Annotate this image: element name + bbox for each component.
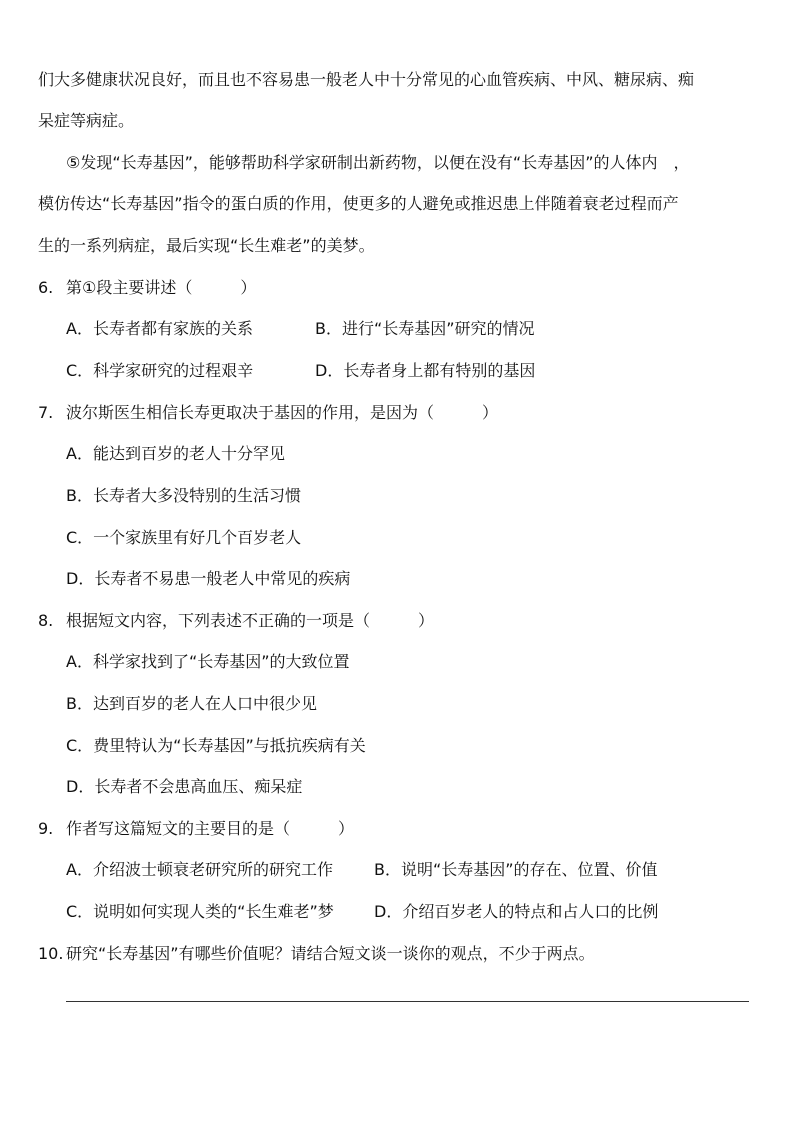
option-9b[interactable]: B．说明“长寿基因”的存在、位置、价值 [374, 860, 658, 879]
passage-p5-line3: 生的一系列病症，最后实现“长生难老”的美梦。 [38, 236, 375, 255]
question-number: 8. [38, 611, 54, 630]
question-7 [38, 401, 498, 425]
answer-line[interactable] [66, 1001, 749, 1002]
option-6c[interactable]: C．科学家研究的过程艰辛 [66, 361, 254, 380]
question-10 [38, 942, 595, 966]
option-6a[interactable]: A．长寿者都有家族的关系 [66, 319, 253, 338]
question-number: 7. [38, 403, 54, 422]
option-6b[interactable]: B．进行“长寿基因”研究的情况 [315, 319, 535, 338]
passage-p5-line2: 模仿传达“长寿基因”指令的蛋白质的作用，使更多的人避免或推迟患上伴随着衰老过程而产 [38, 194, 679, 213]
question-6 [38, 276, 256, 300]
question-number: 10. [38, 944, 64, 963]
question-number: 6. [38, 278, 54, 297]
question-stem: 第①段主要讲述（ ） [66, 278, 257, 297]
question-number: 9. [38, 819, 54, 838]
question-stem: 波尔斯医生相信长寿更取决于基因的作用，是因为（ ） [66, 403, 499, 422]
option-8d[interactable]: D．长寿者不会患高血压、痴呆症 [66, 777, 303, 796]
option-7d[interactable]: D．长寿者不易患一般老人中常见的疾病 [66, 569, 351, 588]
option-7b[interactable]: B．长寿者大多没特别的生活习惯 [66, 486, 301, 505]
option-8b[interactable]: B．达到百岁的老人在人口中很少见 [66, 694, 317, 713]
option-7c[interactable]: C．一个家族里有好几个百岁老人 [66, 528, 302, 547]
option-9c[interactable]: C．说明如何实现人类的“长生难老”梦 [66, 902, 334, 921]
question-stem: 研究“长寿基因”有哪些价值呢？请结合短文谈一谈你的观点，不少于两点。 [66, 944, 595, 963]
option-9d[interactable]: D．介绍百岁老人的特点和占人口的比例 [374, 902, 659, 921]
option-9a[interactable]: A．介绍波士顿衰老研究所的研究工作 [66, 860, 333, 879]
option-8a[interactable]: A．科学家找到了“长寿基因”的大致位置 [66, 652, 350, 671]
passage-p5-line1: ⑤发现“长寿基因”，能够帮助科学家研制出新药物，以便在没有“长寿基因”的人体内 ， [66, 153, 690, 172]
passage-p4-line2: 呆症等病症。 [38, 111, 135, 130]
passage-p4-line1: 们大多健康状况良好，而且也不容易患一般老人中十分常见的心血管疾病、中风、糖尿病、痴 [38, 70, 695, 89]
question-9 [38, 817, 354, 841]
option-8c[interactable]: C．费里特认为“长寿基因”与抵抗疾病有关 [66, 736, 366, 755]
option-6d[interactable]: D．长寿者身上都有特别的基因 [315, 361, 536, 380]
option-7a[interactable]: A．能达到百岁的老人十分罕见 [66, 444, 285, 463]
question-stem: 根据短文内容，下列表述不正确的一项是（ ） [66, 611, 435, 630]
question-8 [38, 609, 434, 633]
question-stem: 作者写这篇短文的主要目的是（ ） [66, 819, 355, 838]
